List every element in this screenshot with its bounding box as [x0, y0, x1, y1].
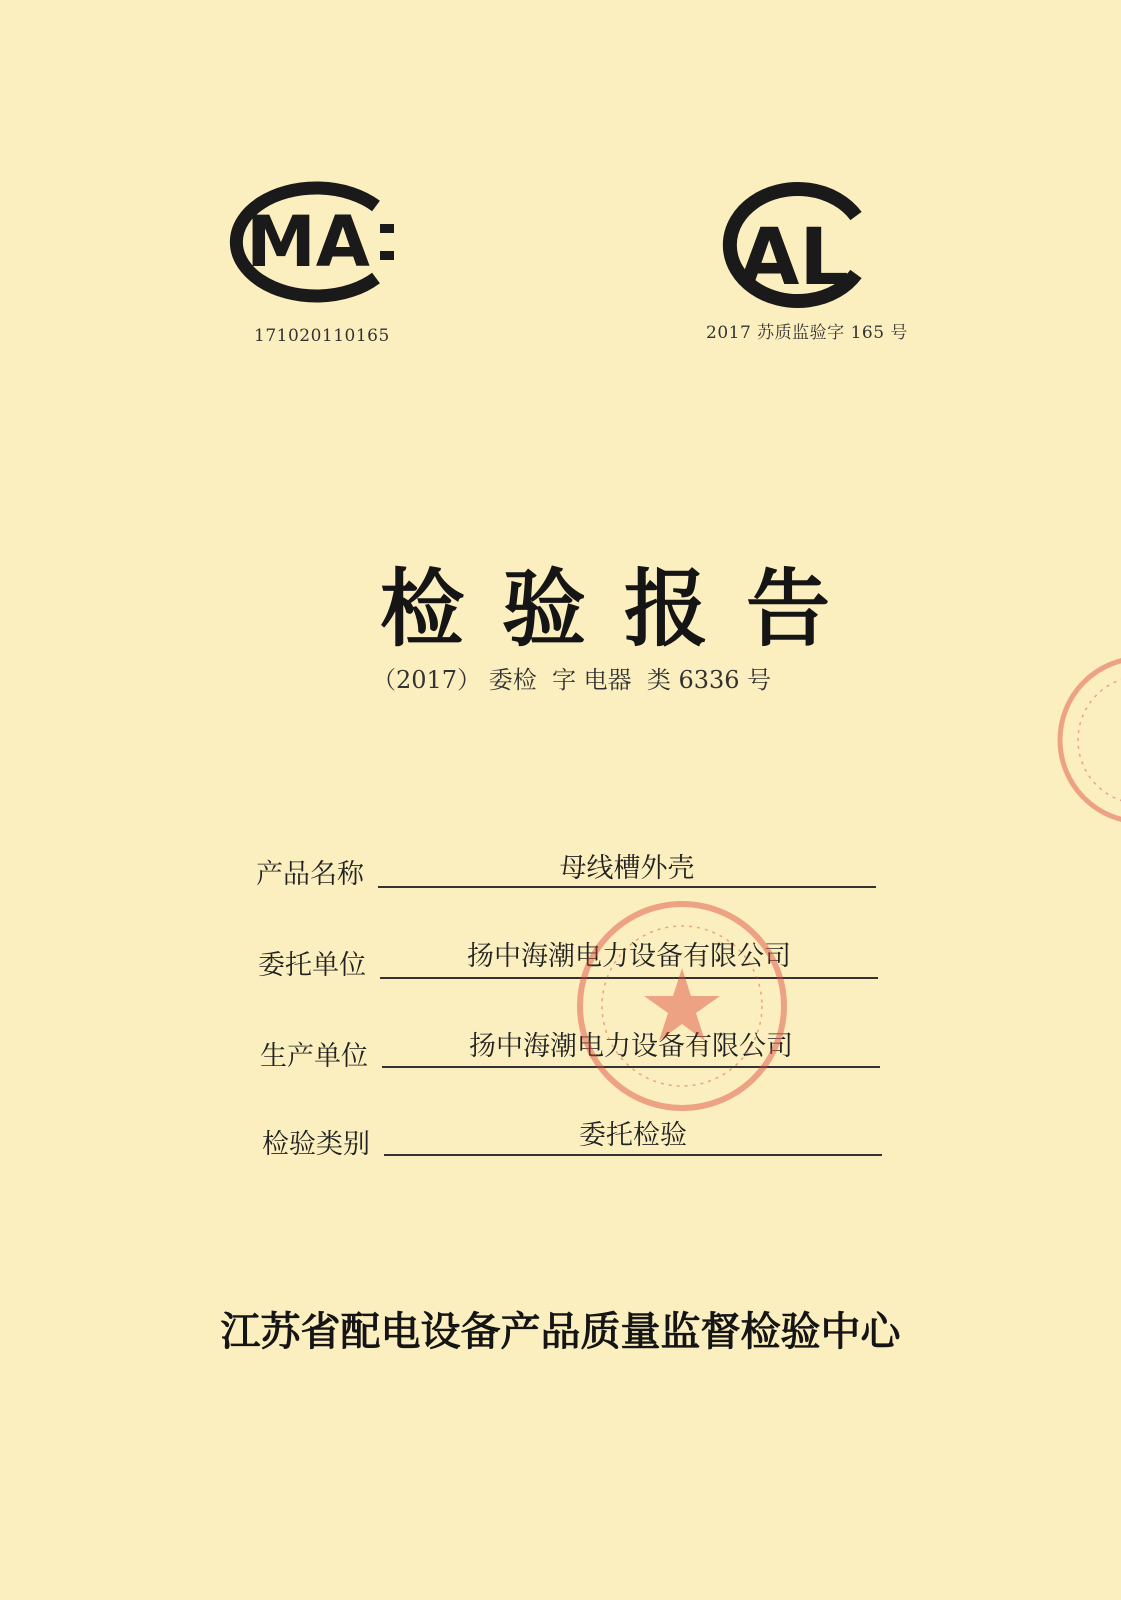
cma-code: 171020110165 — [254, 326, 390, 346]
edge-seal-stamp — [1052, 650, 1121, 830]
field-label-client: 委托单位 — [258, 950, 366, 981]
field-label-manufacturer: 生产单位 — [260, 1041, 368, 1072]
issuing-organization: 江苏省配电设备产品质量监督检验中心 — [220, 1309, 901, 1355]
field-value-client: 扬中海潮电力设备有限公司 — [467, 941, 791, 972]
field-label-inspection-type: 检验类别 — [262, 1129, 370, 1160]
svg-text:MA: MA — [246, 201, 370, 283]
field-underline — [384, 1154, 882, 1156]
field-value-inspection-type: 委托检验 — [579, 1120, 687, 1151]
svg-text:AL: AL — [738, 213, 850, 303]
cal-code: 2017 苏质监验字 165 号 — [706, 323, 908, 343]
report-number: （2017） 委检 字 电器 类 6336 号 — [372, 666, 772, 694]
field-underline — [378, 886, 876, 888]
official-seal-stamp — [572, 896, 792, 1116]
field-label-product-name: 产品名称 — [256, 859, 364, 890]
cal-certification-logo — [716, 180, 876, 310]
report-title: 检验报告 — [380, 560, 869, 658]
cma-certification-logo — [226, 178, 402, 306]
field-value-product-name: 母线槽外壳 — [559, 853, 695, 884]
field-value-manufacturer: 扬中海潮电力设备有限公司 — [469, 1031, 793, 1062]
